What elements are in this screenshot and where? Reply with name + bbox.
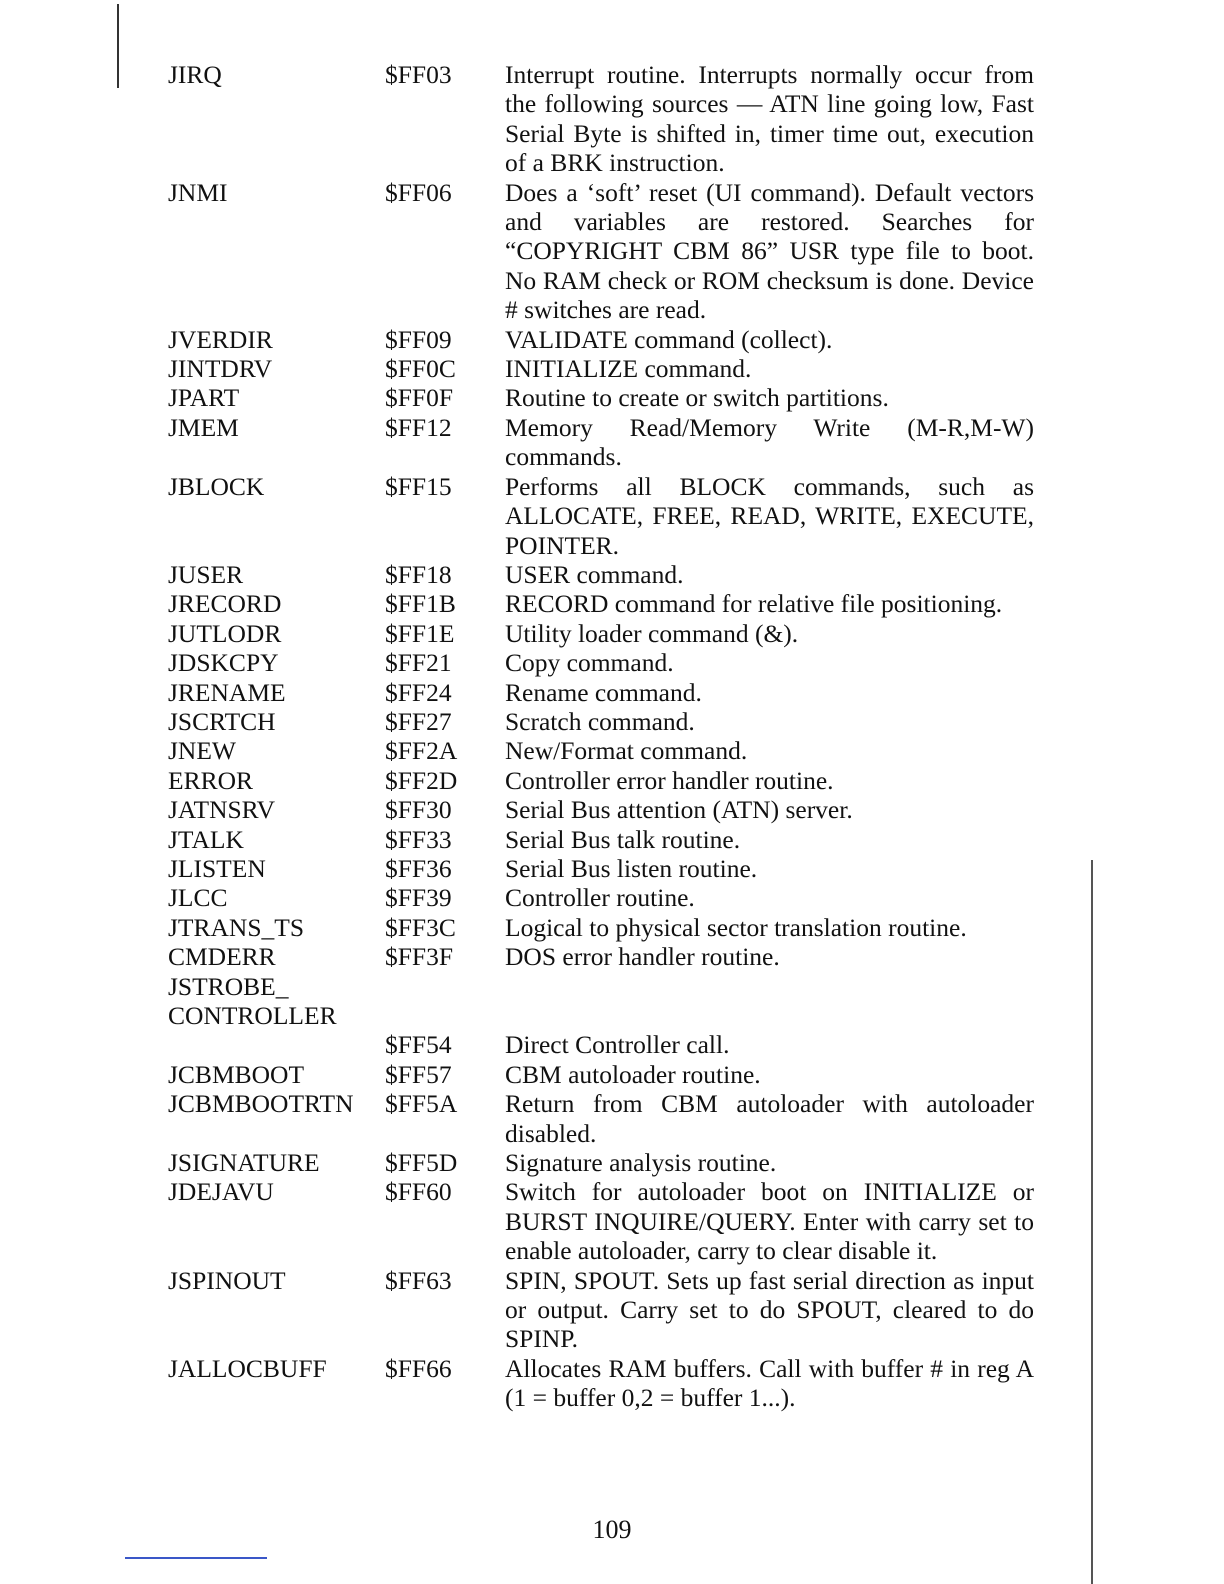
vector-address: $FF03 bbox=[385, 60, 452, 89]
vector-name: JNEW bbox=[168, 736, 236, 766]
table-row bbox=[168, 325, 1034, 354]
vector-address: $FF0C bbox=[385, 354, 456, 384]
table-row bbox=[168, 178, 1034, 325]
vector-address: $FF30 bbox=[385, 795, 452, 825]
vector-description: Controller routine. bbox=[505, 883, 695, 913]
vector-address: $FF3C bbox=[385, 912, 456, 942]
vector-address: $FF60 bbox=[385, 1177, 452, 1207]
table-row bbox=[168, 854, 1034, 883]
vector-address: $FF5D bbox=[385, 1148, 458, 1178]
vector-address: $FF3F bbox=[385, 942, 454, 972]
vector-description: Allocates RAM buffers. Call with buffer # in reg A (1 = buffer 0,2 = buffer 1...). bbox=[505, 1353, 1034, 1413]
vector-address: $FF5A bbox=[385, 1089, 458, 1119]
vector-description: Copy command. bbox=[505, 648, 674, 678]
table-row bbox=[168, 383, 1034, 412]
vector-name: JSPINOUT bbox=[168, 1265, 286, 1295]
scan-edge-line-right bbox=[1091, 860, 1093, 1584]
vector-name: JIRQ bbox=[168, 60, 222, 89]
vector-address: $FF2D bbox=[385, 765, 458, 795]
vector-description bbox=[505, 972, 1034, 1031]
vector-name: JALLOCBUFF bbox=[168, 1353, 327, 1383]
table-row bbox=[168, 1030, 1034, 1059]
table-row bbox=[168, 1089, 1034, 1148]
vector-address: $FF2A bbox=[385, 736, 458, 766]
table-row bbox=[168, 678, 1034, 707]
vector-description: Does a ‘soft’ reset (UI command). Default vectors and variables are restored. Searches for “COPYRIGHT CBM 86” USR type file to boot. No RAM check or ROM checksum is done. Device # switches are read. bbox=[505, 177, 1034, 325]
vector-name: JRECORD bbox=[168, 589, 282, 619]
vector-address: $FF27 bbox=[385, 706, 452, 736]
vector-description: RECORD command for relative file positioning. bbox=[505, 589, 1003, 619]
table-row bbox=[168, 60, 1034, 178]
vector-description: VALIDATE command (collect). bbox=[505, 324, 833, 354]
vector-name: JCBMBOOTRTN bbox=[168, 1089, 354, 1119]
table-row bbox=[168, 942, 1034, 971]
table-row bbox=[168, 736, 1034, 765]
vector-description: Signature analysis routine. bbox=[505, 1148, 777, 1178]
vector-name: JLCC bbox=[168, 883, 228, 913]
table-row bbox=[168, 1177, 1034, 1265]
vector-address: $FF24 bbox=[385, 677, 452, 707]
vector-name: ERROR bbox=[168, 765, 254, 795]
vector-address: $FF1E bbox=[385, 618, 455, 648]
vector-address: $FF21 bbox=[385, 648, 452, 678]
vector-name: JRENAME bbox=[168, 677, 286, 707]
vector-name: JSTROBE_ CONTROLLER bbox=[168, 971, 337, 1030]
vector-description: Logical to physical sector translation routine. bbox=[505, 912, 967, 942]
vector-address: $FF18 bbox=[385, 559, 452, 589]
table-row bbox=[168, 883, 1034, 912]
table-row bbox=[168, 1354, 1034, 1413]
vector-name: JSCRTCH bbox=[168, 706, 276, 736]
vector-description: CBM autoloader routine. bbox=[505, 1059, 761, 1089]
table-row bbox=[168, 825, 1034, 854]
vector-description: Return from CBM autoloader with autoloader disabled. bbox=[505, 1089, 1034, 1148]
vector-address: $FF63 bbox=[385, 1265, 452, 1295]
table-row bbox=[168, 972, 1034, 1031]
vector-description: Performs all BLOCK commands, such as ALLOCATE, FREE, READ, WRITE, EXECUTE, POINTER. bbox=[505, 471, 1034, 560]
vector-name: JVERDIR bbox=[168, 324, 273, 354]
vector-description: Controller error handler routine. bbox=[505, 765, 834, 795]
vector-description: Switch for autoloader boot on INITIALIZE or BURST INQUIRE/QUERY. Enter with carry set to enable autoloader, carry to clear disable it. bbox=[505, 1177, 1034, 1266]
vector-name: JCBMBOOT bbox=[168, 1059, 305, 1089]
table-row bbox=[168, 1148, 1034, 1177]
vector-name: JNMI bbox=[168, 177, 228, 207]
vector-name: JTALK bbox=[168, 824, 244, 854]
table-row bbox=[168, 648, 1034, 677]
vector-address: $FF0F bbox=[385, 383, 454, 413]
vector-address: $FF33 bbox=[385, 824, 452, 854]
vector-description: Direct Controller call. bbox=[505, 1030, 730, 1060]
vector-name: JTRANS_TS bbox=[168, 912, 305, 942]
vector-name: JMEM bbox=[168, 412, 239, 442]
vector-address: $FF39 bbox=[385, 883, 452, 913]
scan-bottom-rule bbox=[125, 1557, 267, 1559]
vector-name: JSIGNATURE bbox=[168, 1148, 320, 1178]
vector-description: Routine to create or switch partitions. bbox=[505, 383, 889, 413]
vector-address: $FF15 bbox=[385, 471, 452, 501]
table-row bbox=[168, 413, 1034, 472]
vector-address: $FF57 bbox=[385, 1059, 452, 1089]
vector-description: Rename command. bbox=[505, 677, 702, 707]
vector-name: JBLOCK bbox=[168, 471, 265, 501]
table-row bbox=[168, 560, 1034, 589]
vector-description: DOS error handler routine. bbox=[505, 942, 780, 972]
vector-address: $FF54 bbox=[385, 1030, 452, 1060]
vector-address: $FF1B bbox=[385, 589, 456, 619]
table-row bbox=[168, 589, 1034, 618]
vector-description: Scratch command. bbox=[505, 706, 695, 736]
table-row bbox=[168, 795, 1034, 824]
vector-name bbox=[168, 1030, 385, 1059]
vector-description: INITIALIZE command. bbox=[505, 354, 752, 384]
vector-name: JINTDRV bbox=[168, 354, 273, 384]
table-row bbox=[168, 1266, 1034, 1354]
vector-name: JDEJAVU bbox=[168, 1177, 274, 1207]
vector-address: $FF12 bbox=[385, 412, 452, 442]
table-row bbox=[168, 1060, 1034, 1089]
vector-description: Utility loader command (&). bbox=[505, 618, 799, 648]
vector-address: $FF09 bbox=[385, 324, 452, 354]
page-number: 109 bbox=[592, 1515, 632, 1544]
vector-description: Serial Bus listen routine. bbox=[505, 853, 758, 883]
vector-description: Serial Bus attention (ATN) server. bbox=[505, 795, 853, 825]
vector-description: New/Format command. bbox=[505, 736, 748, 766]
scan-edge-line-left bbox=[117, 4, 119, 88]
vector-name: JLISTEN bbox=[168, 853, 266, 883]
vector-address: $FF66 bbox=[385, 1353, 452, 1383]
vector-name: JPART bbox=[168, 383, 240, 413]
vector-name: JUSER bbox=[168, 559, 244, 589]
table-row bbox=[168, 766, 1034, 795]
table-row bbox=[168, 913, 1034, 942]
jump-vector-table bbox=[168, 60, 1034, 1413]
table-row bbox=[168, 354, 1034, 383]
table-row bbox=[168, 619, 1034, 648]
vector-name: JATNSRV bbox=[168, 795, 276, 825]
vector-name: JDSKCPY bbox=[168, 648, 279, 678]
vector-address: $FF36 bbox=[385, 853, 452, 883]
vector-description: Memory Read/Memory Write (M-R,M-W) commands. bbox=[505, 412, 1034, 472]
vector-description: Serial Bus talk routine. bbox=[505, 824, 741, 854]
vector-name: CMDERR bbox=[168, 942, 276, 972]
vector-address bbox=[385, 972, 505, 1031]
vector-description: USER command. bbox=[505, 559, 684, 589]
vector-name: JUTLODR bbox=[168, 618, 282, 648]
table-row bbox=[168, 472, 1034, 560]
vector-description: Interrupt routine. Interrupts normally occur from the following sources — ATN line going low, Fast Serial Byte is shifted in, timer time out, execution of a BRK instruction. bbox=[505, 60, 1034, 178]
table-row bbox=[168, 707, 1034, 736]
vector-description: SPIN, SPOUT. Sets up fast serial direction as input or output. Carry set to do SPOUT, cleared to do SPINP. bbox=[505, 1265, 1034, 1354]
vector-address: $FF06 bbox=[385, 177, 452, 207]
